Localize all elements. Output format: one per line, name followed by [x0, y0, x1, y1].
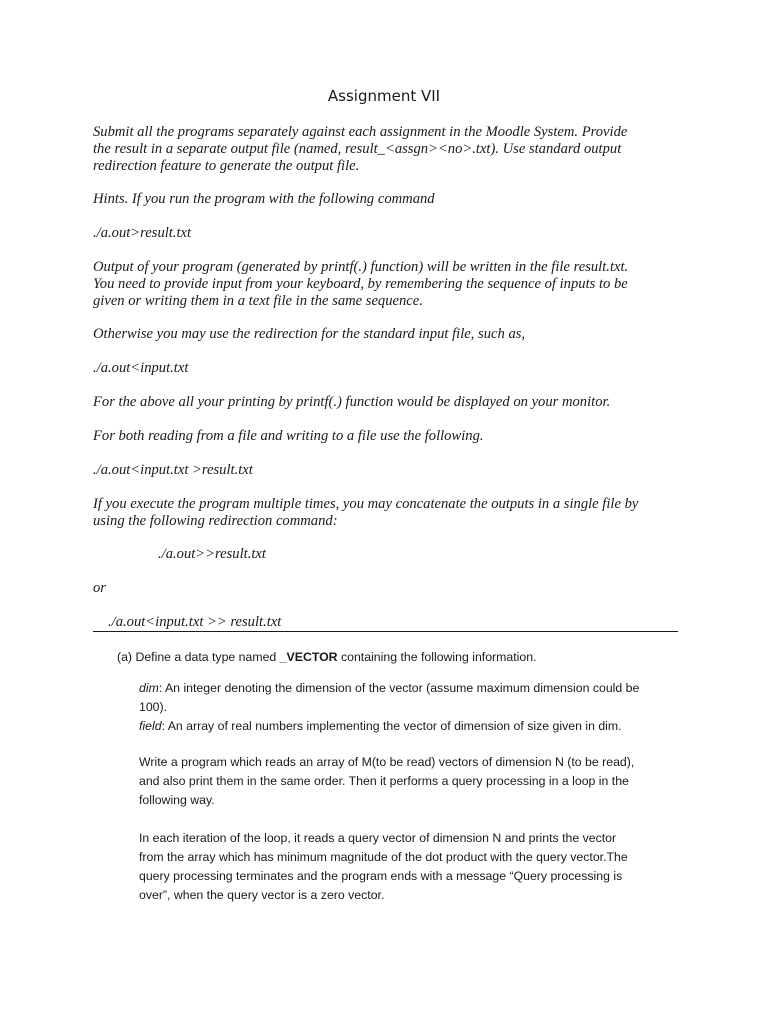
text-line: from the array which has minimum magnitude of the dot product with the query vector.The	[139, 850, 628, 864]
text-line: Otherwise you may use the redirection for the standard input file, such as,	[93, 326, 526, 342]
page-title: Assignment VII	[327, 87, 441, 105]
text-line: If you execute the program multiple times, you may concatenate the outputs in a single file by	[93, 496, 639, 512]
command-both-redirect	[93, 462, 683, 479]
text-line: or	[93, 580, 106, 596]
output-explanation-paragraph	[93, 259, 683, 310]
text-line: You need to provide input from your keyboard, by remembering the sequence of inputs to be	[93, 276, 628, 292]
text-line	[117, 648, 536, 667]
text-line	[139, 679, 639, 698]
field-term: field	[139, 719, 162, 733]
field-definitions	[139, 679, 639, 736]
text-line: Submit all the programs separately against each assignment in the Moodle System. Provide	[93, 124, 628, 140]
dim-description: : An integer denoting the dimension of the vector (assume maximum dimension could be	[158, 681, 640, 695]
otherwise-paragraph	[93, 326, 683, 343]
text-line: For both reading from a file and writing to a file use the following.	[93, 428, 484, 444]
hints-paragraph	[93, 191, 683, 208]
command-input-append-redirect	[93, 614, 683, 631]
dim-term: dim	[139, 681, 159, 695]
text-line: over”, when the query vector is a zero vector.	[139, 888, 385, 902]
intro-paragraph-submit	[93, 124, 683, 175]
monitor-paragraph	[93, 394, 683, 411]
concatenate-paragraph	[93, 496, 683, 530]
command-input-redirect	[93, 360, 683, 377]
command-append-redirect	[93, 546, 683, 563]
field-description: : An array of real numbers implementing the vector of dimension of size given in dim.	[161, 719, 622, 733]
program-description-paragraph	[139, 753, 634, 810]
horizontal-divider	[93, 631, 678, 632]
question-heading	[117, 648, 536, 667]
or-text	[93, 580, 683, 597]
text-line: query processing terminates and the program ends with a message “Query processing is	[139, 869, 623, 883]
command-text: ./a.out>result.txt	[93, 225, 192, 241]
text-line: Write a program which reads an array of M(to be read) vectors of dimension N (to be read),	[139, 755, 635, 769]
command-text: ./a.out<input.txt >result.txt	[93, 462, 253, 478]
text-line: Hints. If you run the program with the following command	[93, 191, 435, 207]
text-line: Output of your program (generated by printf(.) function) will be written in the file result.txt.	[93, 259, 629, 275]
text-line: In each iteration of the loop, it reads a query vector of dimension N and prints the vector	[139, 831, 617, 845]
query-processing-paragraph	[139, 829, 628, 905]
text-line: and also print them in the same order. Then it performs a query processing in a loop in the	[139, 774, 629, 788]
text-line: following way.	[139, 793, 215, 807]
heading-prefix: (a) Define a data type named	[117, 650, 280, 664]
command-text: ./a.out<input.txt	[93, 360, 189, 376]
command-text: ./a.out<input.txt >> result.txt	[108, 614, 282, 630]
text-line: redirection feature to generate the output file.	[93, 158, 360, 174]
both-paragraph	[93, 428, 683, 445]
text-line: given or writing them in a text file in the same sequence.	[93, 293, 423, 309]
heading-suffix: containing the following information.	[337, 650, 537, 664]
command-text: ./a.out>>result.txt	[158, 546, 266, 562]
text-line	[139, 717, 639, 736]
vector-type-name: _VECTOR	[279, 650, 338, 664]
text-line: using the following redirection command:	[93, 513, 338, 529]
text-line: 100).	[139, 700, 168, 714]
text-line: the result in a separate output file (named, result_<assgn><no>.txt). Use standard output	[93, 141, 622, 157]
text-line: For the above all your printing by printf(.) function would be displayed on your monitor.	[93, 394, 611, 410]
command-output-redirect	[93, 225, 683, 242]
